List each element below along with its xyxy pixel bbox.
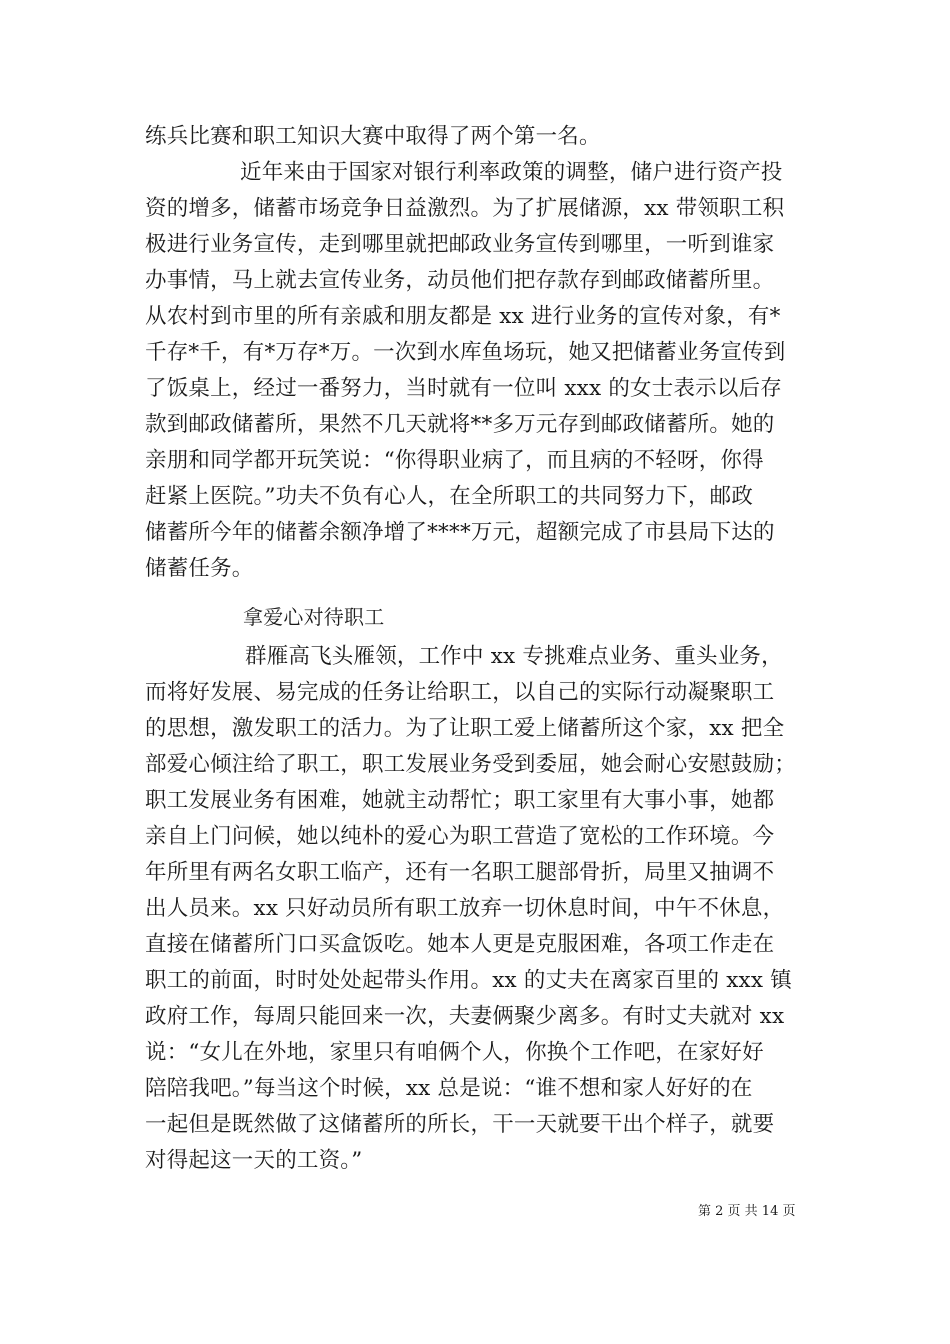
text-line: 了饭桌上，经过一番努力，当时就有一位叫 xxx 的女士表示以后存 (145, 376, 782, 401)
text-line: 直接在储蓄所门口买盒饭吃。她本人更是克服困难，各项工作走在 (145, 932, 775, 957)
text-line: 一起但是既然做了这储蓄所的所长，干一天就要干出个样子，就要 (145, 1112, 775, 1137)
text-line: 出人员来。xx 只好动员所有职工放弃一切休息时间，中午不休息， (145, 896, 785, 921)
text-line: 而将好发展、易完成的任务让给职工，以自己的实际行动凝聚职工 (145, 680, 775, 705)
text-line: 极进行业务宣传，走到哪里就把邮政业务宣传到哪里，一听到谁家 (145, 232, 775, 257)
text-line: 亲自上门问候，她以纯朴的爱心为职工营造了宽松的工作环境。今 (145, 824, 775, 849)
text-line: 资的增多，储蓄市场竞争日益激烈。为了扩展储源，xx 带领职工积 (145, 196, 785, 221)
text-line: 职工发展业务有困难，她就主动帮忙；职工家里有大事小事，她都 (145, 788, 775, 813)
text-line: 从农村到市里的所有亲戚和朋友都是 xx 进行业务的宣传对象，有* (145, 304, 781, 329)
text-line: 对得起这一天的工资。” (145, 1148, 363, 1173)
text-line: 亲朋和同学都开玩笑说：“你得职业病了，而且病的不轻呀，你得 (145, 448, 764, 473)
text-line: 年所里有两名女职工临产，还有一名职工腿部骨折，局里又抽调不 (145, 860, 775, 885)
page-number-footer: 第 2 页 共 14 页 (698, 1204, 796, 1219)
section-heading: 拿爱心对待职工 (243, 605, 385, 629)
paragraph-first-line: 近年来由于国家对银行利率政策的调整，储户进行资产投 (240, 160, 783, 185)
text-line: 练兵比赛和职工知识大赛中取得了两个第一名。 (145, 124, 601, 149)
text-line: 储蓄所今年的储蓄余额净增了****万元，超额完成了市县局下达的 (145, 520, 775, 545)
text-line: 办事情，马上就去宣传业务，动员他们把存款存到邮政储蓄所里。 (145, 268, 775, 293)
text-line: 储蓄任务。 (145, 556, 254, 581)
text-line: 说：“女儿在外地，家里只有咱俩个人，你换个工作吧，在家好好 (145, 1040, 764, 1065)
text-line: 部爱心倾注给了职工，职工发展业务受到委屈，她会耐心安慰鼓励； (145, 752, 797, 777)
text-line: 赶紧上医院。”功夫不负有心人，在全所职工的共同努力下，邮政 (145, 484, 754, 509)
text-line: 款到邮政储蓄所，果然不几天就将**多万元存到邮政储蓄所。她的 (145, 412, 775, 437)
paragraph-first-line: 群雁高飞头雁领，工作中 xx 专挑难点业务、重头业务， (245, 644, 783, 669)
text-line: 千存*千，有*万存*万。一次到水库鱼场玩，她又把储蓄业务宣传到 (145, 340, 786, 365)
text-line: 政府工作，每周只能回来一次，夫妻俩聚少离多。有时丈夫就对 xx (145, 1004, 785, 1029)
text-line: 陪陪我吧。”每当这个时候，xx 总是说：“谁不想和家人好好的在 (145, 1076, 753, 1101)
text-line: 的思想，激发职工的活力。为了让职工爱上储蓄所这个家，xx 把全 (145, 716, 785, 741)
text-line: 职工的前面，时时处处起带头作用。xx 的丈夫在离家百里的 xxx 镇 (145, 968, 792, 993)
